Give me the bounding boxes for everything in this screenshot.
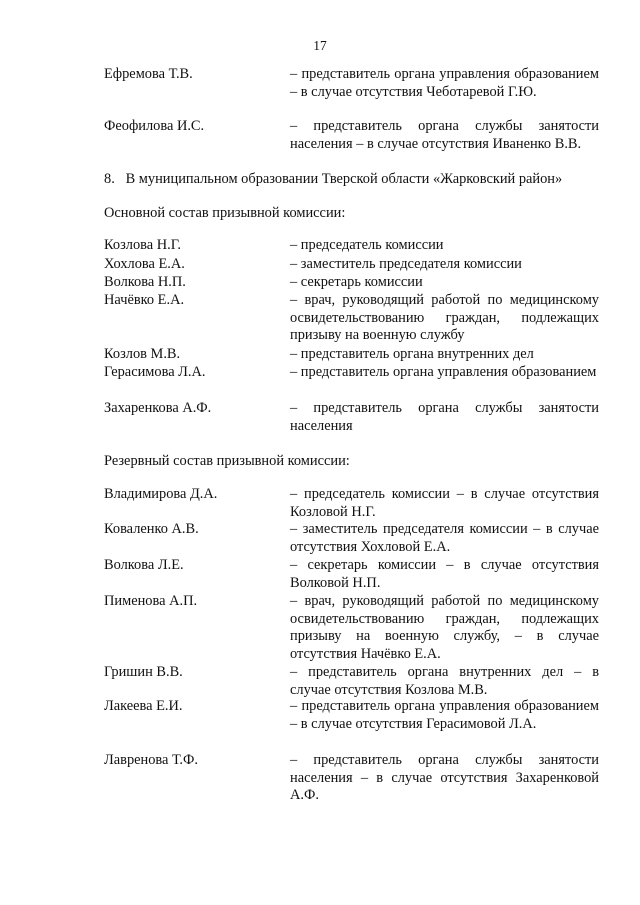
member-role: – представитель органа службы занятости населения	[290, 400, 599, 434]
member-role: – врач, руководящий работой по медицинскому освидетельствованию граждан, подлежащих призыву на военную службу, – в случае отсутствия Начёвко Е.А.	[290, 593, 599, 662]
member-name: Волкова Н.П.	[104, 274, 186, 290]
page-number: 17	[313, 38, 327, 53]
member-role: – представитель органа управления образованием	[290, 364, 597, 380]
member-role: – представитель органа внутренних дел	[290, 346, 534, 362]
member-entry	[104, 66, 599, 118]
member-role: – представитель органа службы занятости населения – в случае отсутствия Иваненко В.В.	[290, 118, 599, 152]
member-role: – представитель органа управления образованием – в случае отсутствия Чеботаревой Г.Ю.	[290, 66, 599, 100]
member-role: – заместитель председателя комиссии – в случае отсутствия Хохловой Е.А.	[290, 521, 599, 555]
member-name: Герасимова Л.А.	[104, 364, 206, 380]
member-name: Ефремова Т.В.	[104, 66, 193, 82]
member-name: Коваленко А.В.	[104, 521, 199, 537]
member-name: Лавренова Т.Ф.	[104, 752, 198, 768]
main-composition-title: Основной состав призывной комиссии:	[104, 205, 346, 221]
member-name: Пименова А.П.	[104, 593, 198, 609]
member-role: – секретарь комиссии – в случае отсутствия Волковой Н.П.	[290, 557, 599, 591]
member-name: Козлова Н.Г.	[104, 237, 182, 253]
reserve-composition-title: Резервный состав призывной комиссии:	[104, 453, 350, 469]
member-role: – представитель органа управления образованием – в случае отсутствия Герасимовой Л.А.	[290, 698, 599, 732]
member-role: – представитель органа внутренних дел – в случае отсутствия Козлова М.В.	[290, 664, 599, 698]
member-name: Лакеева Е.И.	[104, 698, 183, 714]
member-name: Феофилова И.С.	[104, 118, 205, 134]
member-name: Начёвко Е.А.	[104, 292, 185, 308]
section-heading: 8. В муниципальном образовании Тверской области «Жарковский район»	[104, 171, 563, 187]
member-role: – заместитель председателя комиссии	[290, 256, 522, 272]
member-name: Гришин В.В.	[104, 664, 183, 680]
member-role: – представитель органа службы занятости населения – в случае отсутствия Захаренковой А.Ф.	[290, 752, 599, 803]
member-role: – председатель комиссии	[290, 237, 444, 253]
member-name: Хохлова Е.А.	[104, 256, 185, 272]
member-name: Волкова Л.Е.	[104, 557, 184, 573]
member-role: – секретарь комиссии	[290, 274, 423, 290]
member-name: Козлов М.В.	[104, 346, 181, 362]
member-role: – врач, руководящий работой по медицинскому освидетельствованию граждан, подлежащих призыву на военную службу	[290, 292, 599, 343]
member-name: Захаренкова А.Ф.	[104, 400, 212, 416]
member-entry	[104, 118, 599, 154]
member-role: – председатель комиссии – в случае отсутствия Козловой Н.Г.	[290, 486, 599, 520]
member-name: Владимирова Д.А.	[104, 486, 218, 502]
